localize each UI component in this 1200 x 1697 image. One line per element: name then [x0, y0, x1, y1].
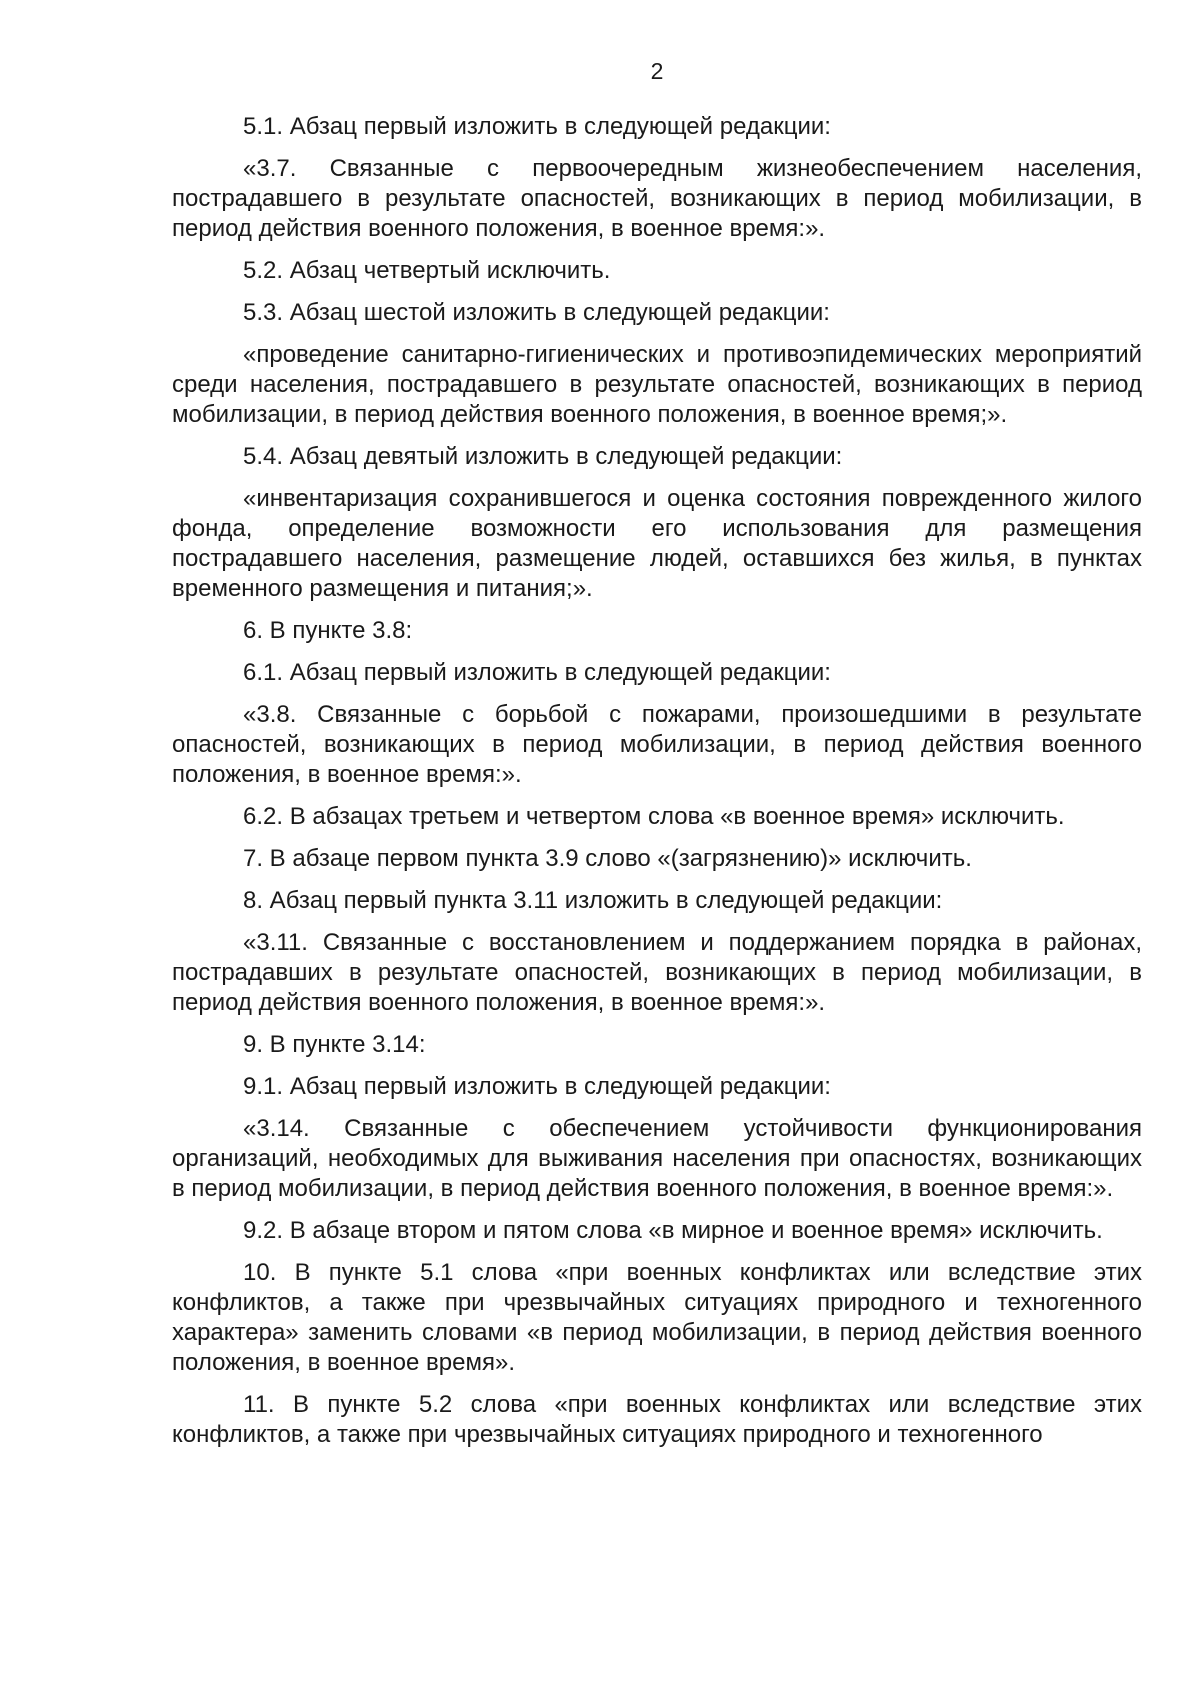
paragraph-quote-sanitary: «проведение санитарно-гигиенических и противоэпидемических мероприятий среди населения, пострадавшего в результате опасностей, возникающих в период мобилизации, в период действия военного положения, в военное время;».	[172, 341, 1142, 428]
paragraph-quote-3-7: «3.7. Связанные с первоочередным жизнеобеспечением населения, пострадавшего в результате опасностей, возникающих в период мобилизации, в период действия военного положения, в военное время:».	[172, 155, 1142, 242]
paragraph-quote-3-14: «3.14. Связанные с обеспечением устойчивости функционирования организаций, необходимых для выживания населения при опасностях, возникающих в период мобилизации, в период действия военного положения, в военное время:».	[172, 1115, 1142, 1202]
paragraph-quote-3-11: «3.11. Связанные с восстановлением и поддержанием порядка в районах, пострадавших в результате опасностей, возникающих в период мобилизации, в период действия военного положения, в военное время:».	[172, 929, 1142, 1016]
paragraph-5-2: 5.2. Абзац четвертый исключить.	[243, 257, 611, 284]
paragraph-5-1: 5.1. Абзац первый изложить в следующей редакции:	[243, 113, 831, 140]
paragraph-quote-inventory: «инвентаризация сохранившегося и оценка состояния поврежденного жилого фонда, определение возможности его использования для размещения пострадавшего населения, размещение людей, оставшихся без жилья, в пунктах временного размещения и питания;».	[172, 485, 1142, 602]
page-number: 2	[650, 58, 664, 84]
paragraph-9-2: 9.2. В абзаце втором и пятом слова «в мирное и военное время» исключить.	[243, 1217, 1103, 1244]
document-body	[172, 112, 1142, 1462]
paragraph-7: 7. В абзаце первом пункта 3.9 слово «(загрязнению)» исключить.	[243, 845, 972, 872]
paragraph-8: 8. Абзац первый пункта 3.11 изложить в следующей редакции:	[243, 887, 943, 914]
paragraph-5-4: 5.4. Абзац девятый изложить в следующей редакции:	[243, 443, 843, 470]
paragraph-6-1: 6.1. Абзац первый изложить в следующей редакции:	[243, 659, 831, 686]
paragraph-11: 11. В пункте 5.2 слова «при военных конфликтах или вследствие этих конфликтов, а также при чрезвычайных ситуациях природного и техногенного	[172, 1391, 1142, 1448]
paragraph-9: 9. В пункте 3.14:	[243, 1031, 426, 1058]
paragraph-5-3: 5.3. Абзац шестой изложить в следующей редакции:	[243, 299, 830, 326]
paragraph-6-2: 6.2. В абзацах третьем и четвертом слова «в военное время» исключить.	[243, 803, 1065, 830]
paragraph-quote-3-8: «3.8. Связанные с борьбой с пожарами, произошедшими в результате опасностей, возникающих в период мобилизации, в период действия военного положения, в военное время:».	[172, 701, 1142, 788]
paragraph-10: 10. В пункте 5.1 слова «при военных конфликтах или вследствие этих конфликтов, а также при чрезвычайных ситуациях природного и техногенного характера» заменить словами «в период мобилизации, в период действия военного положения, в военное время».	[172, 1259, 1142, 1376]
paragraph-6: 6. В пункте 3.8:	[243, 617, 413, 644]
paragraph-9-1: 9.1. Абзац первый изложить в следующей редакции:	[243, 1073, 831, 1100]
